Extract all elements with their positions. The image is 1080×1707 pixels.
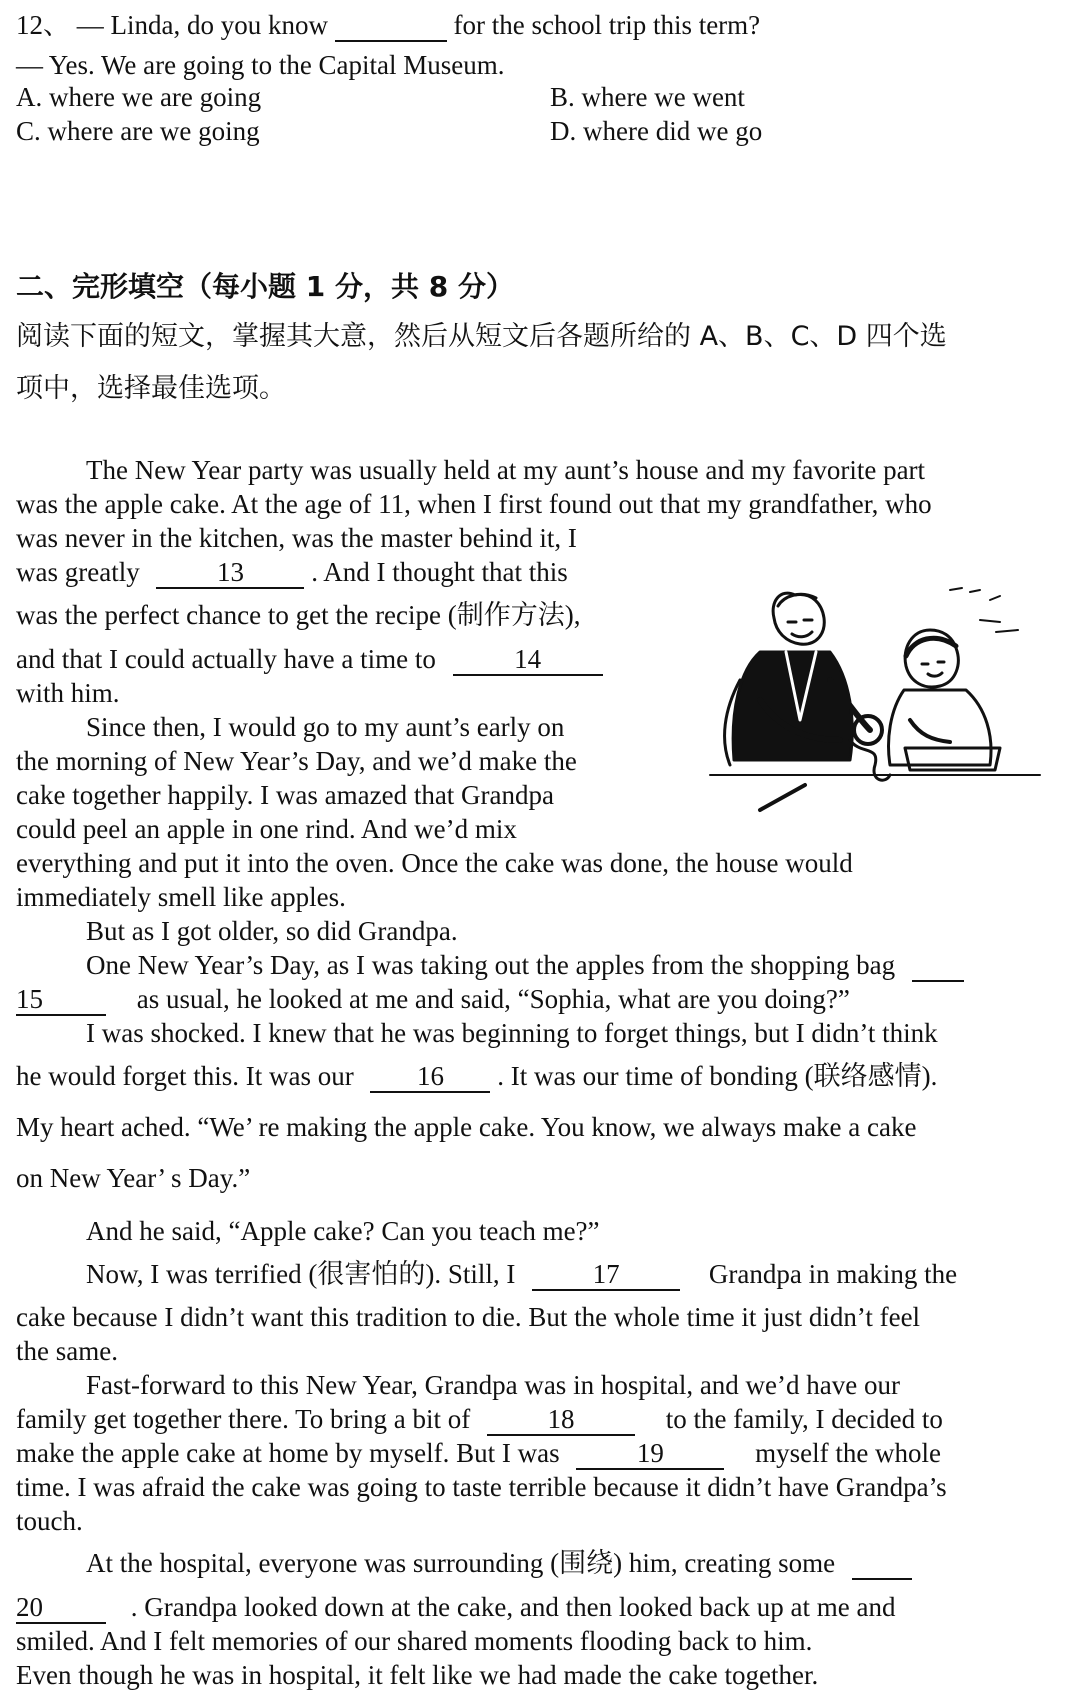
- passage-line: [16, 555, 568, 589]
- text-span: make the apple cake at home by myself. But I was: [16, 1438, 560, 1468]
- q12-option-a: A. where we are going: [16, 82, 262, 112]
- text-span: and that I could actually have a time to: [16, 644, 436, 674]
- passage-line: was the apple cake. At the age of 11, when I first found out that my grandfather, who: [16, 489, 932, 519]
- q12-option-c: C. where are we going: [16, 116, 260, 146]
- passage-line: I was shocked. I knew that he was beginning to forget things, but I didn’t think: [86, 1018, 938, 1048]
- passage-line: [16, 1436, 941, 1470]
- passage-line: was the perfect chance to get the recipe (制作方法),: [16, 600, 581, 630]
- passage-line: And he said, “Apple cake? Can you teach me?”: [86, 1216, 600, 1246]
- text-span: he would forget this. It was our: [16, 1061, 354, 1091]
- text-span: to the family, I decided to: [665, 1404, 943, 1434]
- passage-line: The New Year party was usually held at my aunt’s house and my favorite part: [86, 455, 926, 485]
- passage-line: smiled. And I felt memories of our shared moments flooding back to him.: [16, 1626, 813, 1656]
- text-span: . It was our time of bonding (联络感情).: [497, 1061, 938, 1091]
- passage-line: Since then, I would go to my aunt’s early on: [86, 712, 565, 742]
- blank-20: 20: [16, 1592, 106, 1624]
- q12-answer: — Yes. We are going to the Capital Museum.: [16, 50, 505, 80]
- passage-line: on New Year’ s Day.”: [16, 1163, 251, 1193]
- grandpa-and-child-illustration: [700, 560, 1050, 815]
- text-span: At the hospital, everyone was surrounding (围绕) him, creating some: [86, 1548, 836, 1578]
- q12-suffix: for the school trip this term?: [453, 10, 761, 40]
- passage-line: [16, 982, 850, 1016]
- blank-16: 16: [370, 1061, 490, 1093]
- blank-15: 15: [16, 984, 106, 1016]
- text-span: . And I thought that this: [311, 557, 568, 587]
- text-span: Now, I was terrified (很害怕的). Still, I: [86, 1259, 516, 1289]
- blank-18: 18: [487, 1404, 635, 1436]
- passage-line: the morning of New Year’s Day, and we’d make the: [16, 746, 577, 776]
- q12-option-b: B. where we went: [550, 82, 745, 112]
- passage-line: But as I got older, so did Grandpa.: [86, 916, 458, 946]
- passage-line: immediately smell like apples.: [16, 882, 346, 912]
- passage-line: was never in the kitchen, was the master behind it, I: [16, 523, 577, 553]
- text-span: myself the whole: [755, 1438, 942, 1468]
- q12-option-d: D. where did we go: [550, 116, 763, 146]
- blank-14: 14: [453, 644, 603, 676]
- blank-13: 13: [156, 557, 304, 589]
- passage-line: [16, 1590, 896, 1624]
- passage-line: [16, 642, 603, 676]
- text-span: family get together there. To bring a bit of: [16, 1404, 471, 1434]
- passage-line: Even though he was in hospital, it felt like we had made the cake together.: [16, 1660, 819, 1690]
- passage-line: [16, 1402, 943, 1436]
- passage-line: [86, 1257, 957, 1291]
- passage-line: the same.: [16, 1336, 118, 1366]
- q12-blank: [335, 10, 447, 42]
- passage-line: time. I was afraid the cake was going to taste terrible because it didn’t have Grandpa’s: [16, 1472, 947, 1502]
- q12-prefix: 12、 — Linda, do you know: [16, 10, 328, 40]
- passage-line: cake together happily. I was amazed that Grandpa: [16, 780, 555, 810]
- passage-line: [16, 1059, 937, 1093]
- passage-line: could peel an apple in one rind. And we’d mix: [16, 814, 517, 844]
- blank-19: 19: [576, 1438, 724, 1470]
- text-span: as usual, he looked at me and said, “Sophia, what are you doing?”: [136, 984, 850, 1014]
- section-title: 二、完形填空（每小题 1 分，共 8 分）: [16, 270, 514, 303]
- passage-line: [86, 948, 964, 982]
- blank-17: 17: [532, 1259, 680, 1291]
- blank-20-start: [852, 1548, 912, 1580]
- blank-15-start: [912, 950, 964, 982]
- text-span: One New Year’s Day, as I was taking out the apples from the shopping bag: [86, 950, 896, 980]
- q12-stem: [16, 8, 760, 42]
- text-span: . Grandpa looked down at the cake, and then looked back up at me and: [130, 1592, 896, 1622]
- passage-line: My heart ached. “We’ re making the apple cake. You know, we always make a cake: [16, 1112, 917, 1142]
- passage-line: [86, 1546, 912, 1580]
- section-instruction-1: 阅读下面的短文，掌握其大意，然后从短文后各题所给的 A、B、C、D 四个选: [16, 321, 947, 352]
- section-instruction-2: 项中，选择最佳选项。: [16, 373, 286, 404]
- passage-line: everything and put it into the oven. Once the cake was done, the house would: [16, 848, 853, 878]
- text-span: was greatly: [16, 557, 140, 587]
- passage-line: with him.: [16, 678, 120, 708]
- text-span: Grandpa in making the: [708, 1259, 958, 1289]
- passage-line: cake because I didn’t want this tradition to die. But the whole time it just didn’t feel: [16, 1302, 921, 1332]
- passage-line: Fast-forward to this New Year, Grandpa was in hospital, and we’d have our: [86, 1370, 900, 1400]
- passage-line: touch.: [16, 1506, 83, 1536]
